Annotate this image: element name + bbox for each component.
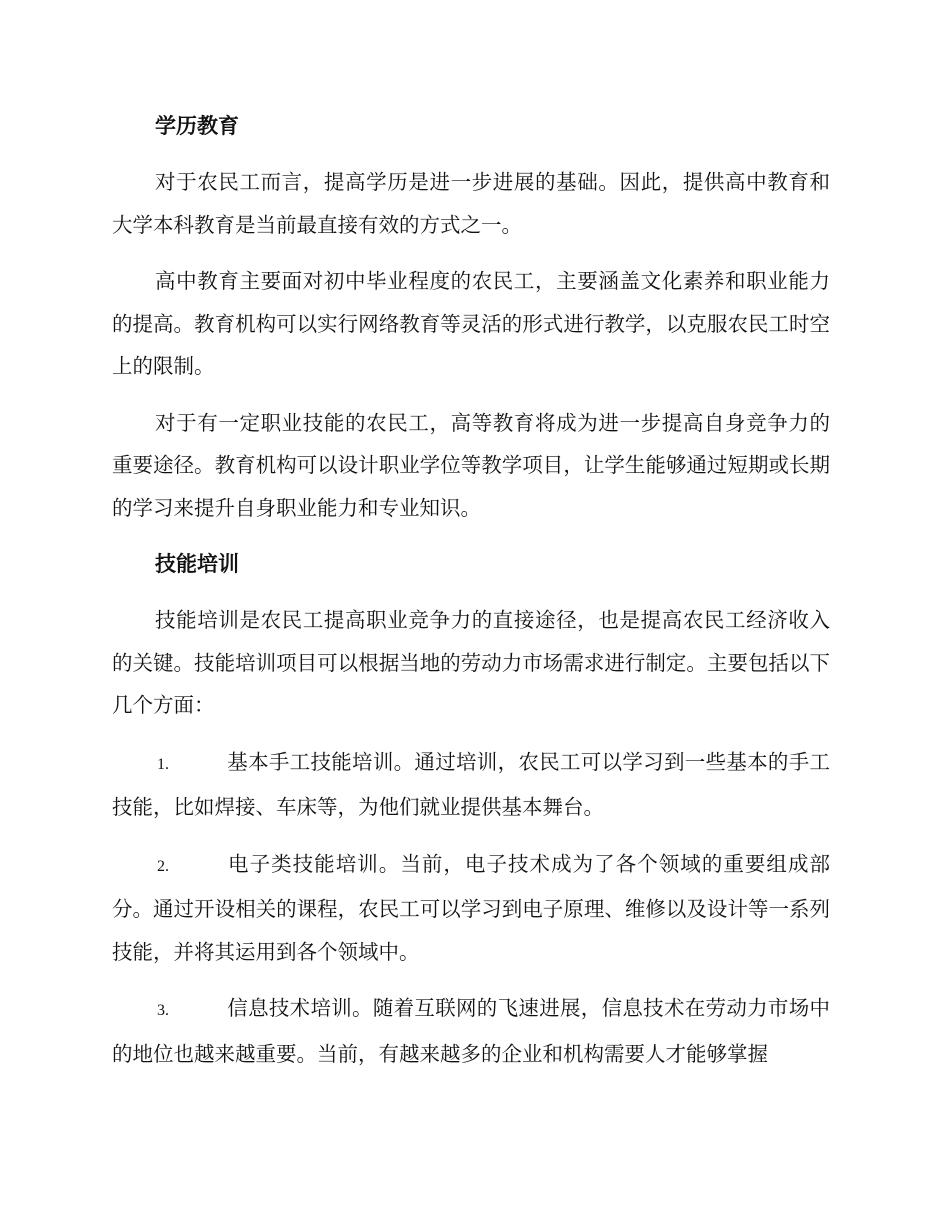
section-heading-education: 学历教育 [155,114,239,138]
paragraph: 技能培训是农民工提高职业竞争力的直接途径，也是提高农民工经济收入的关键。技能培训项目可以根据当地的劳动力市场需求进行制定。主要包括以下几个方面： [112,608,830,717]
list-item-text: 基本手工技能培训。通过培训，农民工可以学习到一些基本的手工技能，比如焊接、车床等，为他们就业提供基本舞台。 [112,749,830,819]
section-heading-skills: 技能培训 [155,552,239,576]
document-page [112,105,830,1089]
list-item-number: 2. [157,857,169,875]
list-item-text: 信息技术培训。随着互联网的飞速进展，信息技术在劳动力市场中的地位也越来越重要。当前，有越来越多的企业和机构需要人才能够掌握 [112,996,830,1066]
list-item-text: 电子类技能培训。当前，电子技术成为了各个领域的重要组成部分。通过开设相关的课程，农民工可以学习到电子原理、维修以及设计等一系列技能，并将其运用到各个领域中。 [112,851,830,964]
paragraph: 对于有一定职业技能的农民工，高等教育将成为进一步提高自身竞争力的重要途径。教育机构可以设计职业学位等教学项目，让学生能够通过短期或长期的学习来提升自身职业能力和专业知识。 [112,410,830,520]
paragraph: 对于农民工而言，提高学历是进一步进展的基础。因此，提供高中教育和大学本科教育是当前最直接有效的方式之一。 [112,170,830,237]
list-item [112,843,830,974]
list-item [112,741,830,829]
paragraph: 高中教育主要面对初中毕业程度的农民工，主要涵盖文化素养和职业能力的提高。教育机构可以实行网络教育等灵活的形式进行教学，以克服农民工时空上的限制。 [112,269,830,378]
list-item [112,987,830,1075]
list-item-number: 3. [157,1002,169,1019]
list-item-number: 1. [157,755,169,773]
